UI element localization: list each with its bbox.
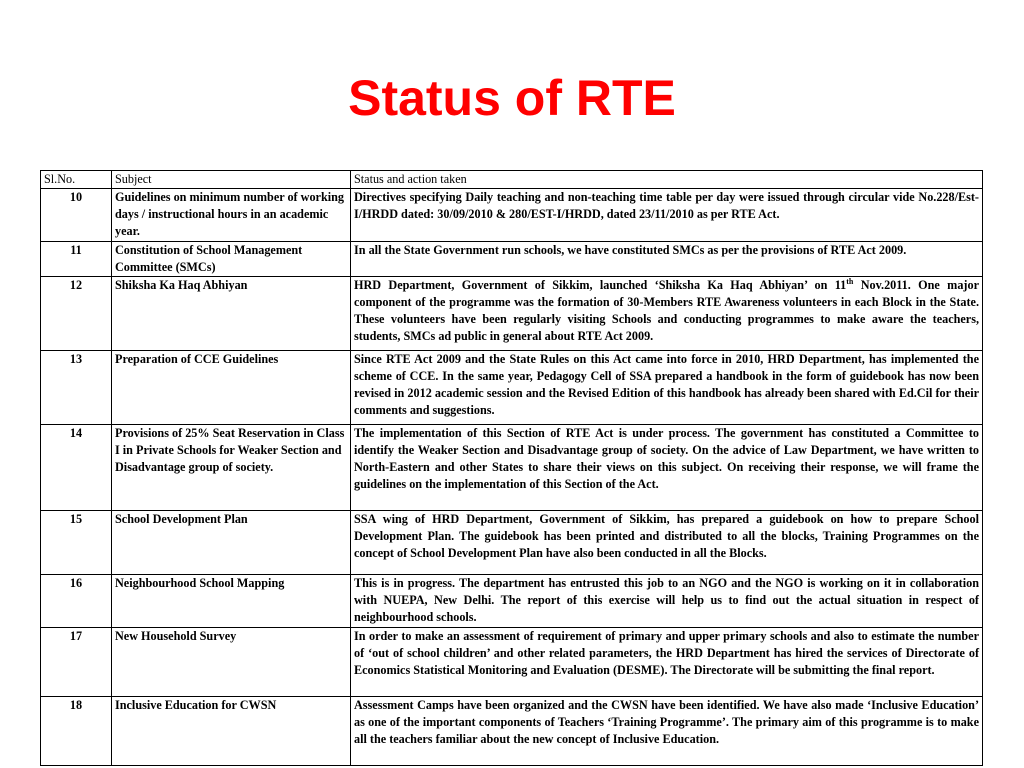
header-subject: Subject	[112, 171, 351, 189]
row-status-part: Nov.2011. One major component of the programme was the formation of 30-Members RTE Awareness volunteers in each Block in the State. These volunteers have been regularly visiting Schools and conducting programmes to make aware the teachers, students, SMCs ad public in general about RTE Act 2009.	[354, 278, 979, 343]
row-subject: Shiksha Ka Haq Abhiyan	[112, 277, 351, 351]
row-status: In order to make an assessment of requirement of primary and upper primary schools and also to estimate the number of ‘out of school children’ and other related parameters, the HRD Department has hired the services of Directorate of Economics Statistical Monitoring and Evaluation (DESME). The Directorate will be submitting the final report.	[351, 628, 983, 697]
row-slno: 12	[41, 277, 112, 351]
table-row	[41, 697, 983, 766]
table-row	[41, 628, 983, 697]
row-subject: Preparation of CCE Guidelines	[112, 351, 351, 425]
table-row	[41, 575, 983, 628]
row-slno: 17	[41, 628, 112, 697]
row-subject: Guidelines on minimum number of working days / instructional hours in an academic year.	[112, 189, 351, 242]
row-subject: New Household Survey	[112, 628, 351, 697]
row-status: SSA wing of HRD Department, Government of Sikkim, has prepared a guidebook on how to prepare School Development Plan. The guidebook has been printed and distributed to all the blocks, Training Programmes on the concept of School Development Plan have also been conducted in all the Blocks.	[351, 511, 983, 575]
row-status: The implementation of this Section of RTE Act is under process. The government has constituted a Committee to identify the Weaker Section and Disadvantage group of society. On the advice of Law Department, we have written to North-Eastern and other States to share their views on this subject. On receiving their response, we will frame the guidelines on the implementation of this Section of the Act.	[351, 425, 983, 511]
header-slno: Sl.No.	[41, 171, 112, 189]
row-subject: Inclusive Education for CWSN	[112, 697, 351, 766]
row-slno: 10	[41, 189, 112, 242]
header-status: Status and action taken	[351, 171, 983, 189]
row-status: In all the State Government run schools, we have constituted SMCs as per the provisions of RTE Act 2009.	[351, 242, 983, 277]
row-status: Directives specifying Daily teaching and non-teaching time table per day were issued through circular vide No.228/Est-I/HRDD dated: 30/09/2010 & 280/EST-I/HRDD, dated 23/11/2010 as per RTE Act.	[351, 189, 983, 242]
row-subject: School Development Plan	[112, 511, 351, 575]
table-row	[41, 425, 983, 511]
row-slno: 18	[41, 697, 112, 766]
row-status	[351, 277, 983, 351]
row-status: Assessment Camps have been organized and the CWSN have been identified. We have also made ‘Inclusive Education’ as one of the important components of Teachers ‘Training Programme’. The primary aim of this programme is to make all the teachers familiar about the new concept of Inclusive Education.	[351, 697, 983, 766]
table-row	[41, 242, 983, 277]
rte-status-table	[40, 170, 983, 766]
row-subject: Constitution of School Management Committee (SMCs)	[112, 242, 351, 277]
table-row	[41, 189, 983, 242]
row-status-part: HRD Department, Government of Sikkim, launched ‘Shiksha Ka Haq Abhiyan’ on 11	[354, 278, 847, 292]
row-status: Since RTE Act 2009 and the State Rules on this Act came into force in 2010, HRD Department, has implemented the scheme of CCE. In the same year, Pedagogy Cell of SSA prepared a handbook in the form of guidebook has now been revised in 2012 academic session and the Revised Edition of this handbook has already been shared with Ed.Cil for their comments and suggestions.	[351, 351, 983, 425]
table-header-row	[41, 171, 983, 189]
row-status-superscript: th	[846, 276, 854, 286]
row-status: This is in progress. The department has entrusted this job to an NGO and the NGO is working on it in collaboration with NUEPA, New Delhi. The report of this exercise will help us to find out the actual situation in respect of neighbourhood schools.	[351, 575, 983, 628]
row-slno: 11	[41, 242, 112, 277]
row-slno: 14	[41, 425, 112, 511]
row-slno: 13	[41, 351, 112, 425]
row-slno: 16	[41, 575, 112, 628]
page-title: Status of RTE	[348, 70, 676, 126]
table-row	[41, 277, 983, 351]
row-subject: Provisions of 25% Seat Reservation in Class I in Private Schools for Weaker Section and Disadvantage group of society.	[112, 425, 351, 511]
row-slno: 15	[41, 511, 112, 575]
table-row	[41, 511, 983, 575]
row-subject: Neighbourhood School Mapping	[112, 575, 351, 628]
table-row	[41, 351, 983, 425]
